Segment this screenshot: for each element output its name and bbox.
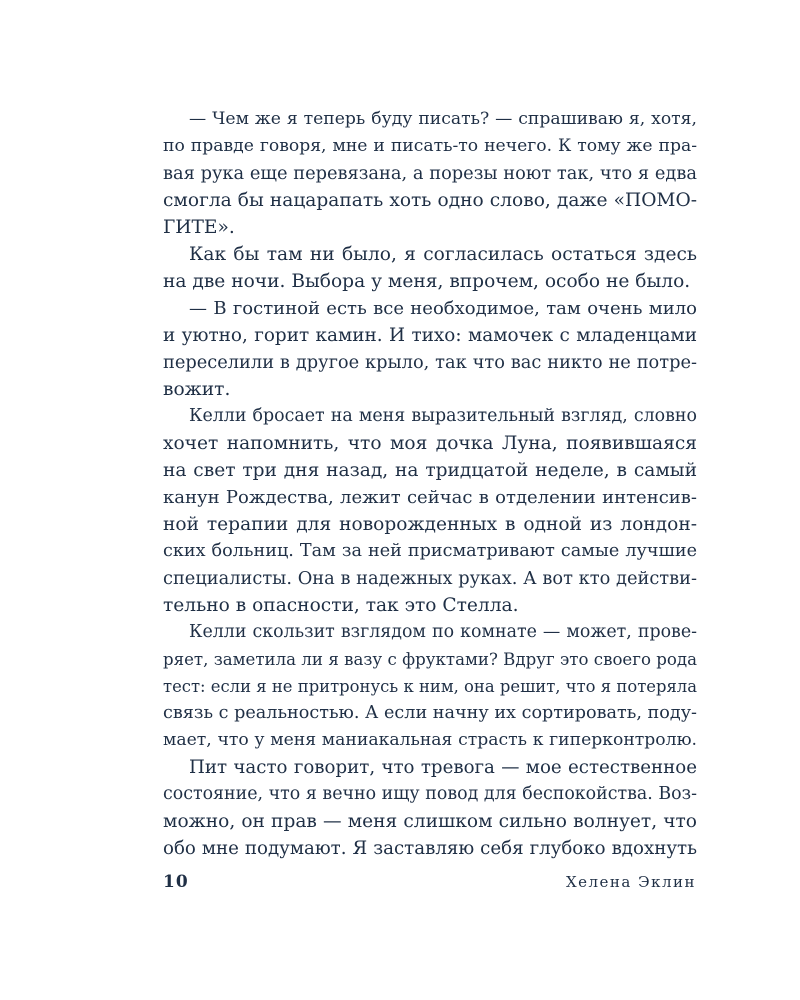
- text-line: связь с реальностью. А если начну их сортировать, поду-: [163, 703, 697, 723]
- text-line: можно, он прав — меня слишком сильно волнует, что: [163, 811, 697, 832]
- text-line: — Чем же я теперь буду писать? — спрашиваю я, хотя,: [189, 109, 697, 129]
- body-text: [163, 106, 697, 862]
- page-number: 10: [163, 872, 189, 892]
- text-line: Пит часто говорит, что тревога — мое естественное: [189, 757, 697, 778]
- text-line: состояние, что я вечно ищу повод для беспокойства. Воз-: [163, 784, 697, 804]
- text-line: вая рука еще перевязана, а порезы ноют так, что я едва: [163, 163, 697, 184]
- text-line: канун Рождества, лежит сейчас в отделении интенсив-: [163, 487, 697, 508]
- text-line: — В гостиной есть все необходимое, там очень мило: [189, 298, 697, 319]
- text-line: мает, что у меня маниакальная страсть к гиперконтролю.: [163, 730, 697, 750]
- text-line: ряет, заметила ли я вазу с фруктами? Вдруг это своего рода: [163, 650, 697, 669]
- text-line: тест: если я не притронусь к ним, она решит, что я потеряла: [163, 677, 697, 696]
- text-line: специалисты. Она в надежных руках. А вот кто действи-: [163, 568, 697, 589]
- text-line: тельно в опасности, так это Стелла.: [163, 595, 519, 616]
- text-line: хочет напомнить, что моя дочка Луна, появившаяся: [163, 433, 697, 454]
- text-line: ГИТЕ».: [163, 217, 235, 238]
- text-line: по правде говоря, мне и писать-то нечего. К тому же пра-: [163, 136, 697, 156]
- text-line: Как бы там ни было, я согласилась остаться здесь: [189, 244, 697, 265]
- running-author-name: Хелена Эклин: [565, 873, 696, 891]
- text-line: на две ночи. Выбора у меня, впрочем, особо не было.: [163, 271, 691, 292]
- text-line: переселили в другое крыло, так что вас никто не потре-: [163, 352, 697, 373]
- text-line: Келли бросает на меня выразительный взгляд, словно: [189, 406, 697, 426]
- text-line: обо мне подумают. Я заставляю себя глубоко вдохнуть: [163, 838, 697, 859]
- text-line: и уютно, горит камин. И тихо: мамочек с младенцами: [163, 325, 697, 346]
- text-line: ских больниц. Там за ней присматривают самые лучшие: [163, 541, 697, 561]
- text-line: вожит.: [163, 379, 231, 400]
- text-line: смогла бы нацарапать хоть одно слово, даже «ПОМО-: [163, 190, 697, 211]
- text-line: на свет три дня назад, на тридцатой неделе, в самый: [163, 460, 697, 481]
- text-line: ной терапии для новорожденных в одной из лондон-: [163, 514, 697, 535]
- text-line: Келли скользит взглядом по комнате — может, прове-: [189, 622, 697, 642]
